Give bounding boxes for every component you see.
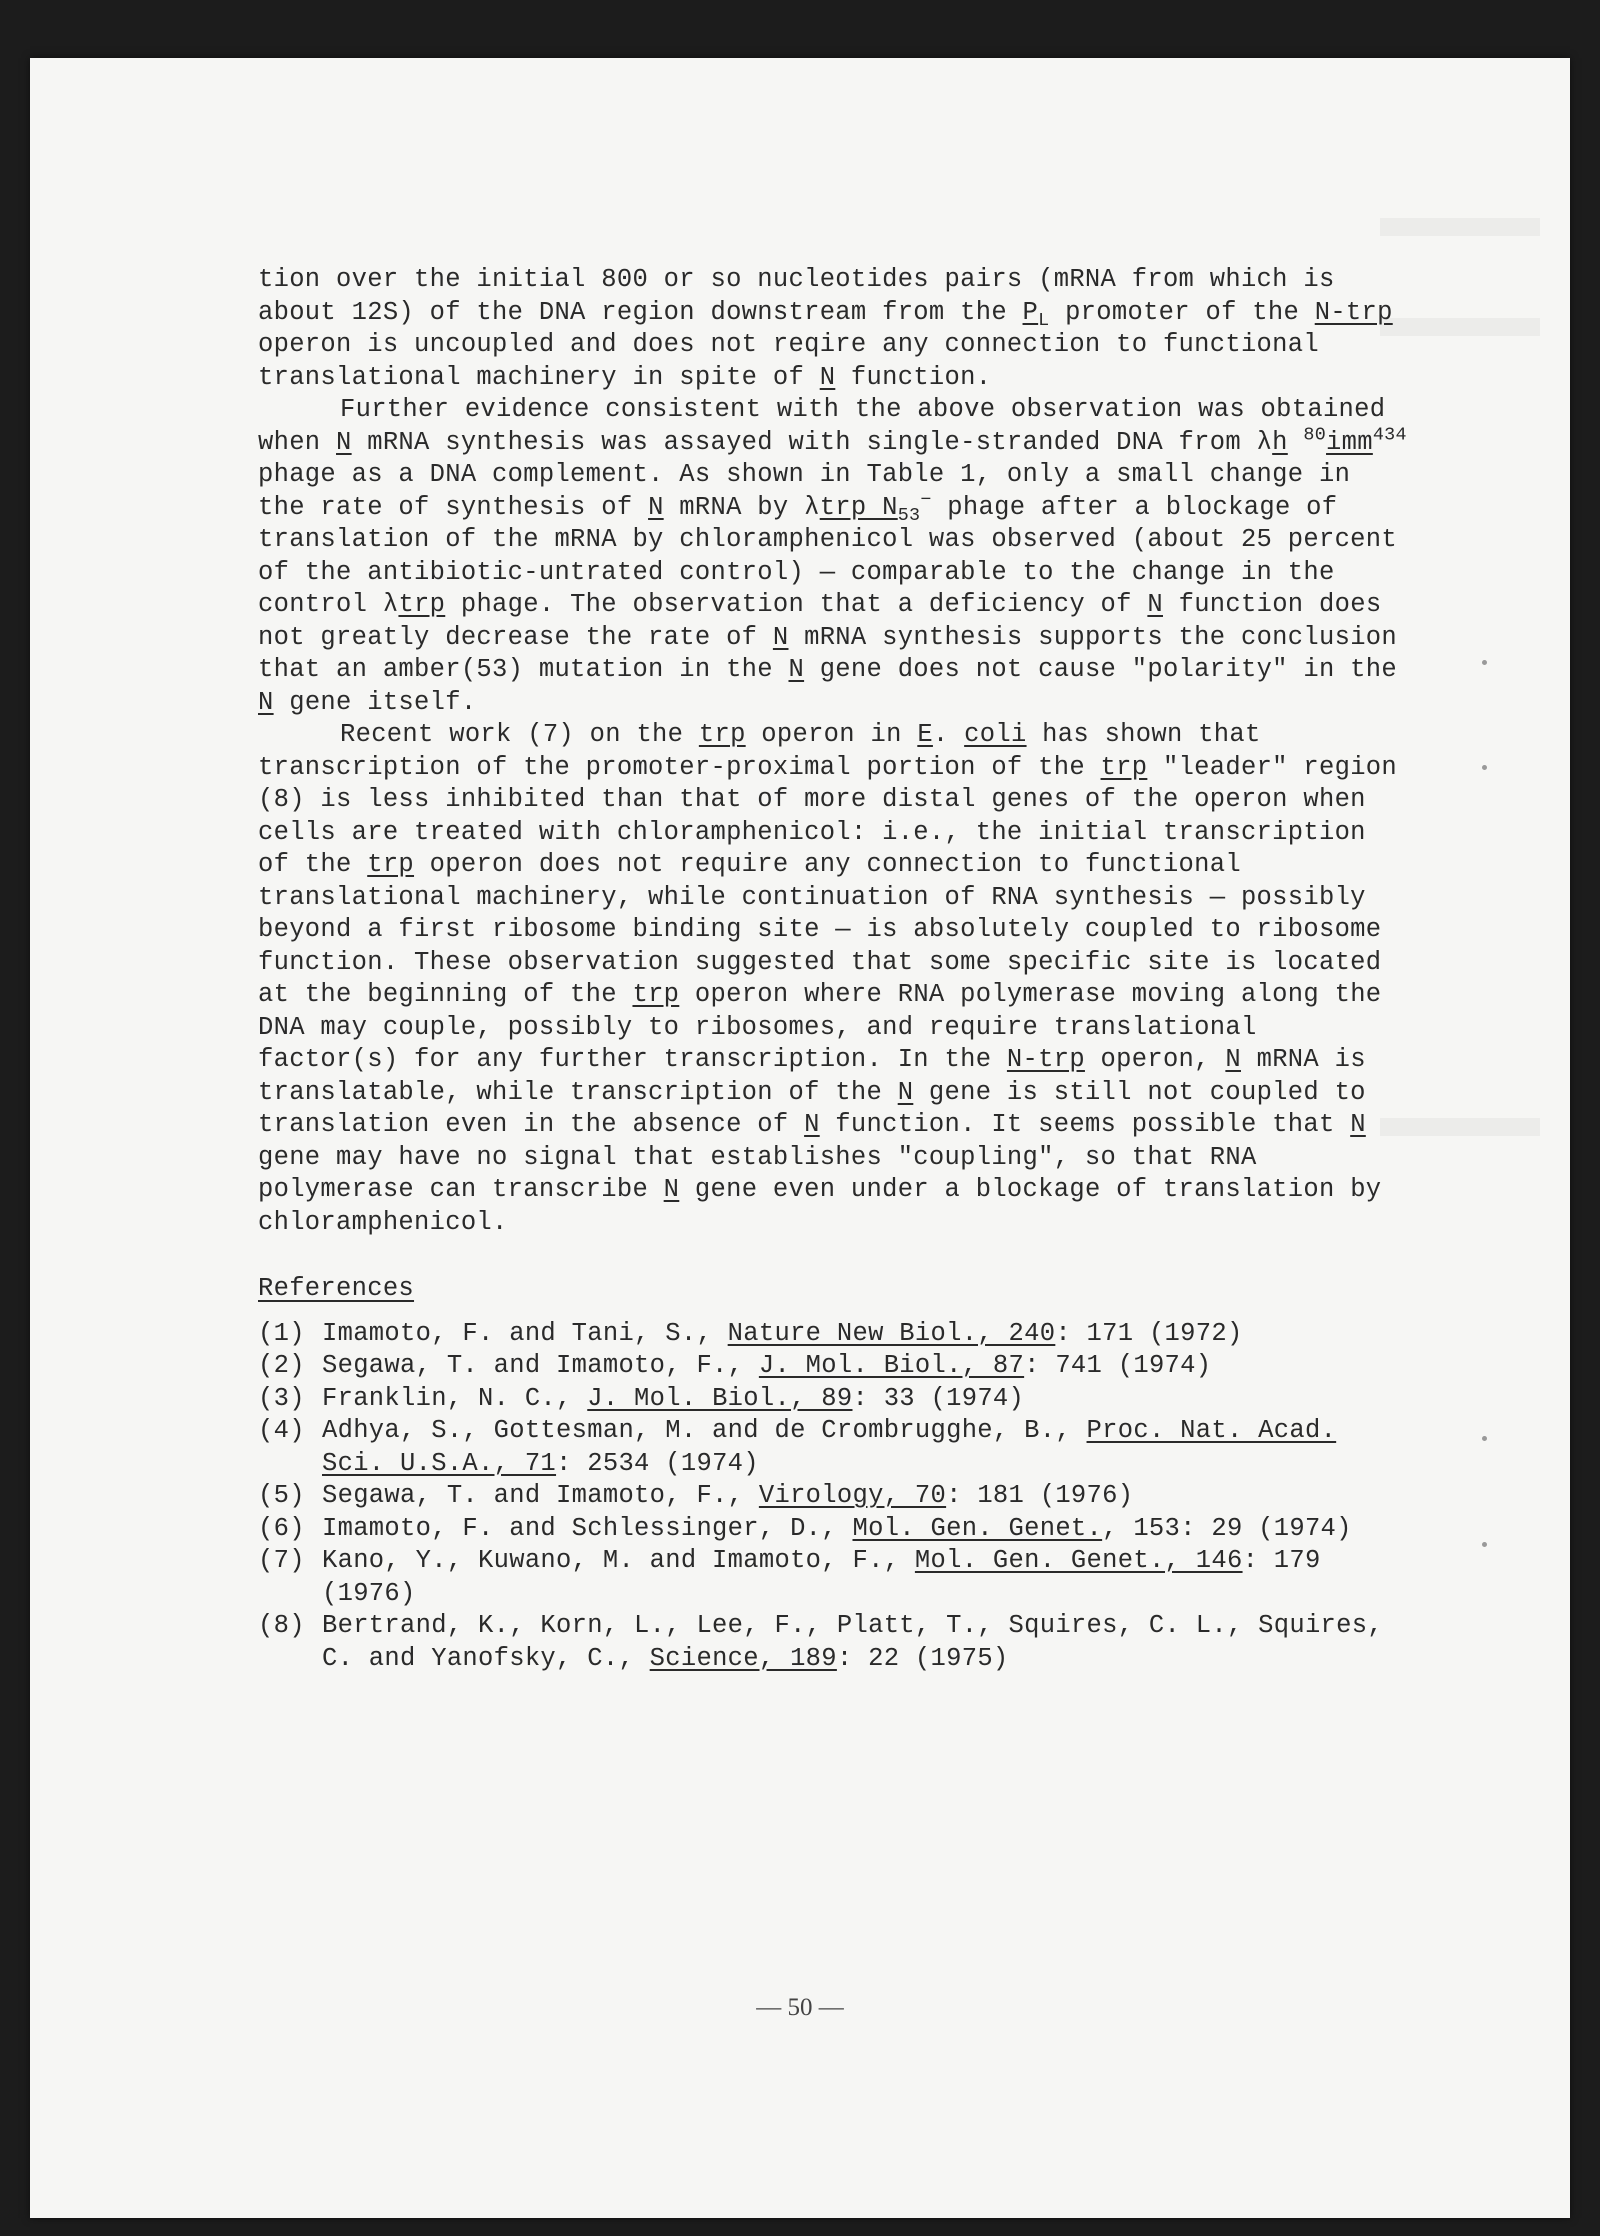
speck-mark [1482,765,1487,770]
underlined-term: N [897,1077,914,1107]
references-list [258,1318,1408,1676]
reference-item [258,1383,1408,1416]
superscript: 434 [1372,424,1407,445]
speck-mark [1482,660,1487,665]
reference-text: Segawa, T. and Imamoto, F., Virology, 70: 181 (1976) [322,1481,1134,1510]
underlined-term: N [1147,590,1163,619]
reference-text: Imamoto, F. and Schlessinger, D., Mol. Gen. Genet., 153: 29 (1974) [322,1513,1352,1543]
underlined-term: trp [398,590,446,619]
superscript: 80 [1303,424,1327,445]
reference-number: (1) [258,1318,305,1348]
body-paragraph: tion over the initial 800 or so nucleotides pairs (mRNA from which is about 12S) of the DNA region downstream from the $P_L$ promoter of the N-trp operon is uncoupled and does not reqire any connection to functional translational machinery in spite of N function. [258,265,1393,392]
underlined-term: N-trp [1314,297,1393,327]
underlined-term: N [788,655,805,684]
body-paragraph: Further evidence consistent with the above observation was obtained when N mRNA synthesis was assayed with single-stranded DNA from λh $^{80}$imm$^{434}$ phage as a DNA complement. As shown in Table 1, only a small change in the rate of synthesis of N mRNA by λtrp $N_{53}^-$ phage after a blockage of translation of the mRNA by chloramphenicol was observed (about 25 percent of the antibiotic-untrated control) — comparable to the change in the control λtrp phage. The observation that a deficiency of N function does not greatly decrease the rate of N mRNA synthesis supports the conclusion that an amber(53) mutation in the N gene does not cause "polarity" in the N gene itself. [258,395,1407,717]
underlined-term: N [819,362,836,392]
reference-number: (7) [258,1546,305,1575]
underlined-term: E [917,720,933,749]
reference-item [258,1350,1408,1383]
underlined-term: trp N [819,492,898,522]
body-text [258,264,1408,1239]
underlined-term: imm [1326,427,1373,457]
subscript: L [1038,309,1050,331]
reference-text: Imamoto, F. and Tani, S., Nature New Biol., 240: 171 (1972) [322,1318,1243,1348]
underlined-term: N [1350,1110,1366,1139]
underlined-term: trp [632,980,680,1009]
reference-item [258,1318,1408,1351]
reference-number: (4) [258,1416,305,1445]
underlined-term: h [1272,427,1288,457]
underlined-term: Nature New Biol., 240 [727,1318,1056,1348]
underlined-term: trp [698,720,746,749]
underlined-term: P [1022,297,1039,327]
reference-item [258,1513,1408,1546]
underlined-term: J. Mol. Biol., 87 [758,1351,1025,1380]
page-number: — 50 — [756,1994,844,2021]
underlined-term: Science, 189 [649,1643,837,1673]
underlined-term: trp [367,850,415,879]
underlined-term: N [663,1175,680,1204]
reference-number: (5) [258,1481,305,1510]
references-heading: References [258,1274,415,1303]
reference-item [258,1480,1408,1513]
speck-mark [1482,1436,1487,1441]
underlined-term: Proc. Nat. Acad. Sci. U.S.A., 71 [322,1416,1337,1478]
underlined-term: N [804,1110,820,1139]
body-paragraph: Recent work (7) on the trp operon in E. coli has shown that transcription of the promoter-proximal portion of the trp "leader" region (8) is less inhibited than that of more distal genes of the operon when cells are treated with chloramphenicol: i.e., the initial transcription of the trp operon does not require any connection to functional translational machinery, while continuation of RNA synthesis — possibly beyond a first ribosome binding site — is absolutely coupled to ribosome function. These observation suggested that some specific site is located at the beginning of the trp operon where RNA polymerase moving along the DNA may couple, possibly to ribosomes, and require translational factor(s) for any further transcription. In the N-trp operon, N mRNA is translatable, while transcription of the N gene is still not coupled to translation even in the absence of N function. It seems possible that N gene may have no signal that establishes "coupling", so that RNA polymerase can transcribe N gene even under a blockage of translation by chloramphenicol. [258,720,1397,1237]
page-body [258,264,1408,1675]
subscript: 53 [897,504,921,526]
reference-text: Kano, Y., Kuwano, M. and Imamoto, F., Mol. Gen. Genet., 146: 179 (1976) [322,1546,1321,1608]
underlined-term: N-trp [1006,1045,1085,1074]
reference-number: (8) [258,1611,305,1640]
underlined-term: Virology, 70 [758,1481,947,1510]
reference-text: Adhya, S., Gottesman, M. and de Crombrugghe, B., Proc. Nat. Acad. Sci. U.S.A., 71: 2534 (1974) [322,1416,1337,1478]
reference-item [258,1545,1408,1610]
superscript: − [920,489,932,510]
bleed-through-mark [1380,218,1540,236]
reference-number: (2) [258,1351,305,1380]
document-page [30,58,1570,2218]
reference-text: Bertrand, K., Korn, L., Lee, F., Platt, T., Squires, C. L., Squires, C. and Yanofsky, C., Science, 189: 22 (1975) [322,1611,1383,1673]
underlined-term: N [336,427,352,457]
reference-number: (3) [258,1383,305,1413]
underlined-term: N [1225,1045,1241,1074]
underlined-term: N [648,492,664,522]
underlined-term: coli [964,720,1027,749]
reference-text: Segawa, T. and Imamoto, F., J. Mol. Biol., 87: 741 (1974) [322,1351,1212,1380]
underlined-term: trp [1100,752,1148,782]
reference-number: (6) [258,1513,305,1543]
reference-item [258,1415,1408,1480]
reference-item [258,1610,1408,1675]
speck-mark [1482,1542,1487,1547]
underlined-term: Mol. Gen. Genet. [852,1513,1103,1543]
underlined-term: Mol. Gen. Genet., 146 [914,1546,1243,1575]
underlined-term: J. Mol. Biol., 89 [587,1383,853,1413]
underlined-term: N [772,622,789,652]
underlined-term: N [258,687,274,717]
reference-text: Franklin, N. C., J. Mol. Biol., 89: 33 (1974) [322,1383,1025,1413]
